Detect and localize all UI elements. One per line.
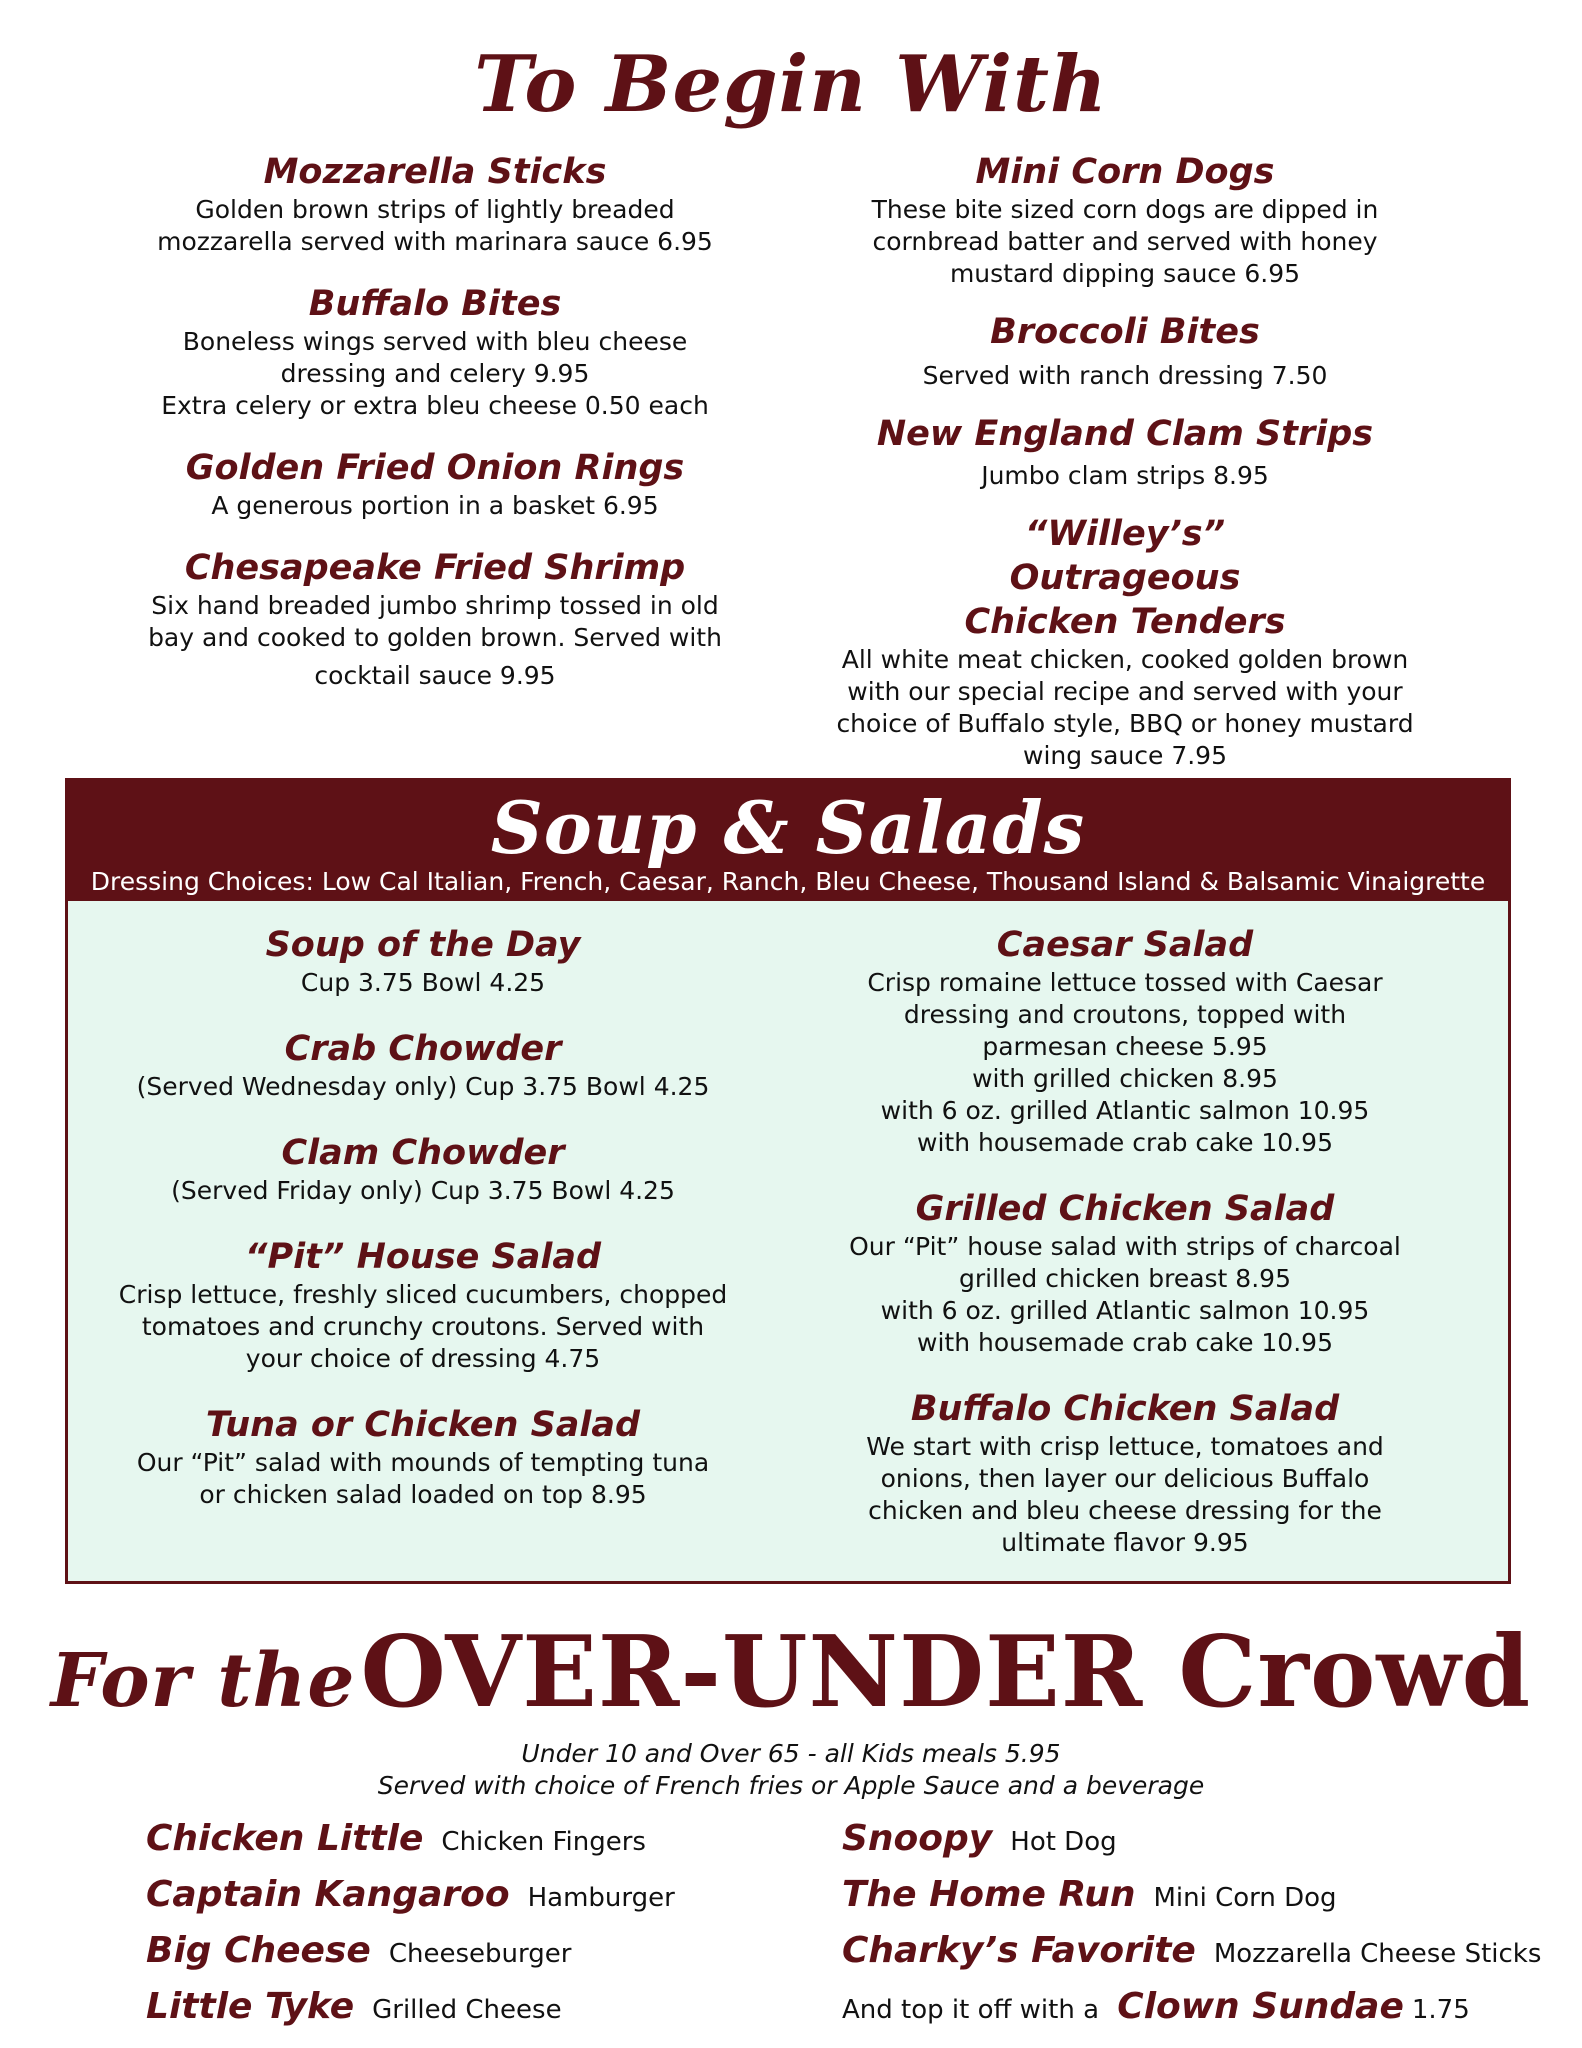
item-desc-line: Boneless wings served with bleu cheese	[182, 327, 688, 356]
menu-item	[113, 923, 733, 999]
kids-subtitle: Served with choice of French fries or Apple Sauce and a beverage	[377, 1771, 1205, 1800]
item-desc-line: Cup 3.75 Bowl 4.25	[300, 968, 546, 997]
menu-item	[120, 282, 750, 422]
menu-item	[810, 923, 1440, 1159]
item-desc-line: dressing and celery 9.95	[280, 359, 590, 388]
kids-item-desc: Hamburger	[527, 1883, 675, 1913]
item-desc-line: Served with ranch dressing 7.50	[922, 361, 1328, 390]
kids-item-desc: Mozzarella Cheese Sticks	[1213, 1939, 1542, 1969]
item-desc-line: cornbread batter and served with honey	[872, 227, 1378, 256]
item-name: “Pit” House Salad	[244, 1237, 602, 1277]
item-desc-line: onions, then layer our delicious Buffalo	[880, 1464, 1370, 1493]
item-name: Soup of the Day	[265, 925, 581, 965]
item-desc-line: with 6 oz. grilled Atlantic salmon 10.95	[880, 1096, 1370, 1125]
menu-item	[810, 1187, 1440, 1359]
kids-item-desc: Grilled Cheese	[372, 1995, 562, 2025]
soup-left-column	[113, 923, 733, 1537]
menu-item	[810, 512, 1440, 772]
item-name: Chesapeake Fried Shrimp	[184, 548, 686, 588]
item-desc-line: Jumbo clam strips 8.95	[981, 461, 1269, 490]
item-desc-line: choice of Buffalo style, BBQ or honey mustard	[836, 709, 1414, 738]
sundae-prefix: And top it off with a	[842, 1995, 1100, 2025]
item-name: Crab Chowder	[284, 1029, 562, 1069]
sundae-name: Clown Sundae	[1117, 1986, 1404, 2027]
item-name: Golden Fried Onion Rings	[185, 448, 685, 488]
kids-sundae	[842, 1986, 1470, 2027]
kids-item	[842, 1874, 1337, 1915]
menu-item	[120, 150, 750, 258]
menu-item	[113, 1131, 733, 1207]
menu-item	[810, 412, 1440, 492]
kids-item-name: Charky’s Favorite	[842, 1930, 1196, 1971]
kids-item-name: The Home Run	[842, 1874, 1136, 1915]
soup-salads-panel	[65, 778, 1511, 1584]
item-desc-line: Our “Pit” salad with mounds of tempting tuna	[136, 1448, 710, 1477]
item-desc-line: grilled chicken breast 8.95	[959, 1264, 1291, 1293]
menu-item	[113, 1027, 733, 1103]
soup-header	[68, 781, 1508, 901]
item-name: New England Clam Strips	[876, 414, 1374, 454]
item-desc-line: dressing and croutons, topped with	[903, 1000, 1347, 1029]
item-name: Grilled Chicken Salad	[915, 1189, 1335, 1229]
kids-item	[842, 1930, 1541, 1971]
kids-title	[0, 1615, 1582, 1730]
sundae-price: 1.75	[1411, 1995, 1470, 2025]
soup-right-column	[810, 923, 1440, 1585]
kids-item-desc: Mini Corn Dog	[1153, 1883, 1337, 1913]
kids-item-name: Snoopy	[842, 1818, 993, 1859]
kids-title-script: For the	[50, 1638, 356, 1724]
item-name: Broccoli Bites	[990, 312, 1260, 352]
item-desc-line: with our special recipe and served with your	[847, 677, 1403, 706]
item-desc-line: These bite sized corn dogs are dipped in	[871, 195, 1379, 224]
item-desc-line: (Served Wednesday only) Cup 3.75 Bowl 4.25	[136, 1072, 710, 1101]
item-desc-line: with housemade crab cake 10.95	[917, 1128, 1333, 1157]
begin-title: To Begin With	[474, 39, 1108, 130]
kids-item-desc: Cheeseburger	[388, 1939, 572, 1969]
kids-item	[146, 1874, 675, 1915]
soup-title: Soup & Salads	[490, 785, 1086, 870]
item-desc-line: bay and cooked to golden brown. Served with	[148, 623, 722, 652]
item-desc-line: Golden brown strips of lightly breaded	[195, 195, 675, 224]
kids-item-name: Chicken Little	[146, 1818, 424, 1859]
item-name: Caesar Salad	[996, 925, 1254, 965]
item-name: “Willey’s” Outrageous Chicken Tenders	[964, 514, 1286, 642]
item-name: Buffalo Chicken Salad	[910, 1389, 1340, 1429]
menu-item	[120, 446, 750, 522]
item-desc-line: Crisp romaine lettuce tossed with Caesar	[867, 968, 1383, 997]
item-desc-line: A generous portion in a basket 6.95	[211, 491, 659, 520]
item-desc-line: We start with crisp lettuce, tomatoes and	[866, 1432, 1384, 1461]
kids-title-big: OVER-UNDER Crowd	[360, 1615, 1532, 1730]
kids-subtitle: Under 10 and Over 65 - all Kids meals 5.95	[521, 1739, 1061, 1768]
kids-item	[842, 1818, 1117, 1859]
item-desc-line: Extra celery or extra bleu cheese 0.50 each	[161, 391, 709, 420]
item-name: Mini Corn Dogs	[975, 152, 1275, 192]
item-desc-line: Our “Pit” house salad with strips of charcoal	[849, 1232, 1401, 1261]
kids-item-name: Big Cheese	[146, 1930, 371, 1971]
item-desc-line: parmesan cheese 5.95	[982, 1032, 1268, 1061]
item-desc-line: chicken and bleu cheese dressing for the	[868, 1496, 1382, 1525]
item-desc-line: with housemade crab cake 10.95	[917, 1328, 1333, 1357]
item-name: Buffalo Bites	[308, 284, 562, 324]
item-desc-line: Crisp lettuce, freshly sliced cucumbers, chopped	[118, 1280, 728, 1309]
item-desc-line: your choice of dressing 4.75	[245, 1344, 601, 1373]
item-name: Mozzarella Sticks	[263, 152, 607, 192]
kids-item	[146, 1930, 571, 1971]
kids-item	[146, 1986, 562, 2027]
kids-item-desc: Hot Dog	[1010, 1827, 1117, 1857]
item-desc-line: ultimate flavor 9.95	[1001, 1528, 1249, 1557]
menu-item	[120, 546, 750, 692]
kids-item-name: Little Tyke	[146, 1986, 355, 2027]
item-desc-line: or chicken salad loaded on top 8.95	[199, 1480, 647, 1509]
begin-left-column	[120, 150, 750, 718]
item-desc-line: Six hand breaded jumbo shrimp tossed in old	[151, 591, 719, 620]
dressing-choices: Dressing Choices: Low Cal Italian, French, Caesar, Ranch, Bleu Cheese, Thousand Island & Balsamic Vinaigrette	[90, 867, 1486, 896]
item-desc-line: with grilled chicken 8.95	[972, 1064, 1278, 1093]
menu-item	[810, 150, 1440, 290]
kids-item-name: Captain Kangaroo	[146, 1874, 510, 1915]
item-desc-line: mustard dipping sauce 6.95	[949, 259, 1301, 288]
item-desc-line: mozzarella served with marinara sauce 6.95	[157, 227, 713, 256]
item-desc-line: wing sauce 7.95	[1023, 741, 1227, 770]
item-name: Clam Chowder	[281, 1133, 565, 1173]
item-desc-line: with 6 oz. grilled Atlantic salmon 10.95	[880, 1296, 1370, 1325]
kids-item	[146, 1818, 646, 1859]
menu-item	[810, 1387, 1440, 1559]
kids-item-desc: Chicken Fingers	[441, 1827, 646, 1857]
item-desc-line: tomatoes and crunchy croutons. Served with	[141, 1312, 705, 1341]
menu-item	[810, 310, 1440, 392]
item-desc-line: (Served Friday only) Cup 3.75 Bowl 4.25	[171, 1176, 675, 1205]
menu-item	[113, 1403, 733, 1511]
menu-item	[113, 1235, 733, 1375]
item-desc-line: All white meat chicken, cooked golden brown	[841, 645, 1409, 674]
item-desc-line: cocktail sauce 9.95	[314, 661, 556, 690]
begin-right-column	[810, 150, 1440, 798]
item-name: Tuna or Chicken Salad	[205, 1405, 641, 1445]
